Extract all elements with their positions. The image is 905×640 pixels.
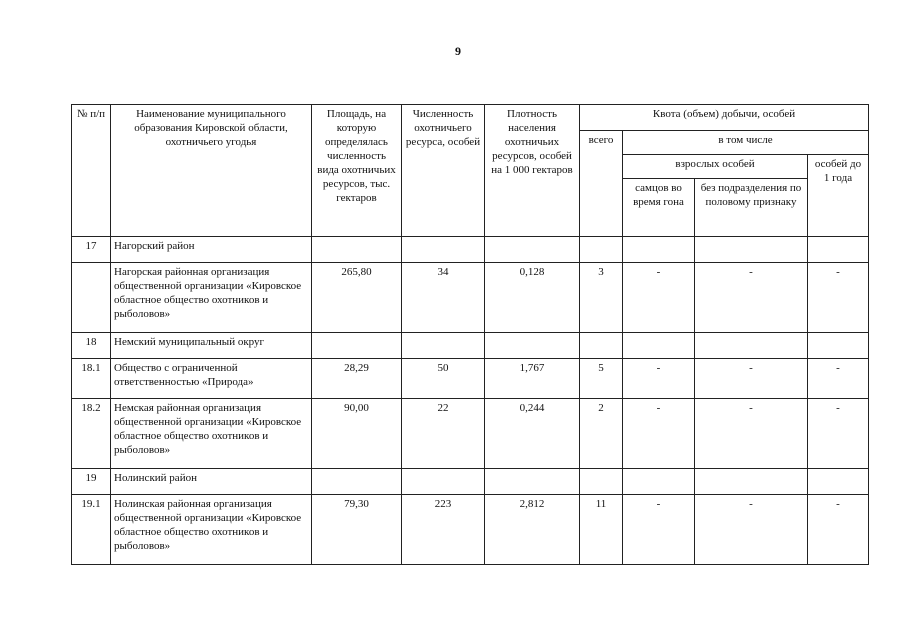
cell-count: 223 (402, 495, 485, 565)
cell-area: 265,80 (312, 263, 402, 333)
header-area: Площадь, на которую определялась численность вида охотничьих ресурсов, тыс. гектаров (312, 105, 402, 237)
cell-no-sex-division: - (695, 495, 808, 565)
cell-name: Немский муниципальный округ (111, 333, 312, 359)
cell-no-sex-division: - (695, 399, 808, 469)
cell-males: - (623, 399, 695, 469)
cell-no-sex-division: - (695, 263, 808, 333)
cell-under-one-year (808, 469, 869, 495)
cell-males: - (623, 495, 695, 565)
cell-number: 19 (72, 469, 111, 495)
cell-area: 79,30 (312, 495, 402, 565)
cell-name: Нагорская районная организация общественной организации «Кировское областное общество охотников и рыболовов» (111, 263, 312, 333)
table-body (72, 237, 869, 565)
table-row (72, 399, 869, 469)
header-density: Плотность населения охотничьих ресурсов, особей на 1 000 гектаров (485, 105, 580, 237)
cell-males (623, 469, 695, 495)
cell-under-one-year: - (808, 399, 869, 469)
cell-density: 0,244 (485, 399, 580, 469)
cell-area: 90,00 (312, 399, 402, 469)
cell-under-one-year: - (808, 263, 869, 333)
cell-under-one-year: - (808, 495, 869, 565)
table-row (72, 359, 869, 399)
cell-density (485, 333, 580, 359)
cell-density (485, 469, 580, 495)
table-row (72, 495, 869, 565)
cell-density: 0,128 (485, 263, 580, 333)
cell-total: 2 (580, 399, 623, 469)
cell-count: 22 (402, 399, 485, 469)
header-count: Численность охотничьего ресурса, особей (402, 105, 485, 237)
cell-density: 2,812 (485, 495, 580, 565)
header-no-sex-division: без подразделения по половому признаку (695, 179, 808, 237)
cell-number: 19.1 (72, 495, 111, 565)
cell-no-sex-division (695, 237, 808, 263)
cell-males (623, 237, 695, 263)
cell-total: 3 (580, 263, 623, 333)
header-quota: Квота (объем) добычи, особей (580, 105, 869, 131)
cell-area (312, 333, 402, 359)
cell-density (485, 237, 580, 263)
header-number: № п/п (72, 105, 111, 237)
cell-density: 1,767 (485, 359, 580, 399)
header-name: Наименование муниципального образования Кировской области, охотничьего угодья (111, 105, 312, 237)
table-row (72, 263, 869, 333)
cell-under-one-year (808, 333, 869, 359)
cell-total: 11 (580, 495, 623, 565)
header-males: самцов во время гона (623, 179, 695, 237)
cell-total (580, 469, 623, 495)
table-header (72, 105, 869, 237)
cell-no-sex-division: - (695, 359, 808, 399)
cell-number (72, 263, 111, 333)
district-row (72, 237, 869, 263)
header-adults: взрослых особей (623, 155, 808, 179)
cell-number: 18.2 (72, 399, 111, 469)
cell-number: 18.1 (72, 359, 111, 399)
cell-males: - (623, 359, 695, 399)
cell-no-sex-division (695, 469, 808, 495)
cell-name: Нолинская районная организация общественной организации «Кировское областное общество охотников и рыболовов» (111, 495, 312, 565)
cell-name: Нагорский район (111, 237, 312, 263)
cell-number: 18 (72, 333, 111, 359)
cell-count (402, 469, 485, 495)
cell-under-one-year: - (808, 359, 869, 399)
cell-total (580, 237, 623, 263)
cell-name: Общество с ограниченной ответственностью «Природа» (111, 359, 312, 399)
quota-table (71, 104, 869, 565)
cell-area (312, 469, 402, 495)
cell-count (402, 333, 485, 359)
cell-number: 17 (72, 237, 111, 263)
cell-males (623, 333, 695, 359)
cell-no-sex-division (695, 333, 808, 359)
cell-males: - (623, 263, 695, 333)
header-including: в том числе (623, 131, 869, 155)
header-under-one-year: особей до 1 года (808, 155, 869, 237)
district-row (72, 333, 869, 359)
header-total: всего (580, 131, 623, 237)
cell-count (402, 237, 485, 263)
cell-under-one-year (808, 237, 869, 263)
page-number: 9 (455, 44, 461, 58)
cell-total (580, 333, 623, 359)
cell-area (312, 237, 402, 263)
cell-total: 5 (580, 359, 623, 399)
cell-area: 28,29 (312, 359, 402, 399)
cell-name: Нолинский район (111, 469, 312, 495)
cell-name: Немская районная организация общественной организации «Кировское областное общество охотников и рыболовов» (111, 399, 312, 469)
cell-count: 50 (402, 359, 485, 399)
cell-count: 34 (402, 263, 485, 333)
district-row (72, 469, 869, 495)
